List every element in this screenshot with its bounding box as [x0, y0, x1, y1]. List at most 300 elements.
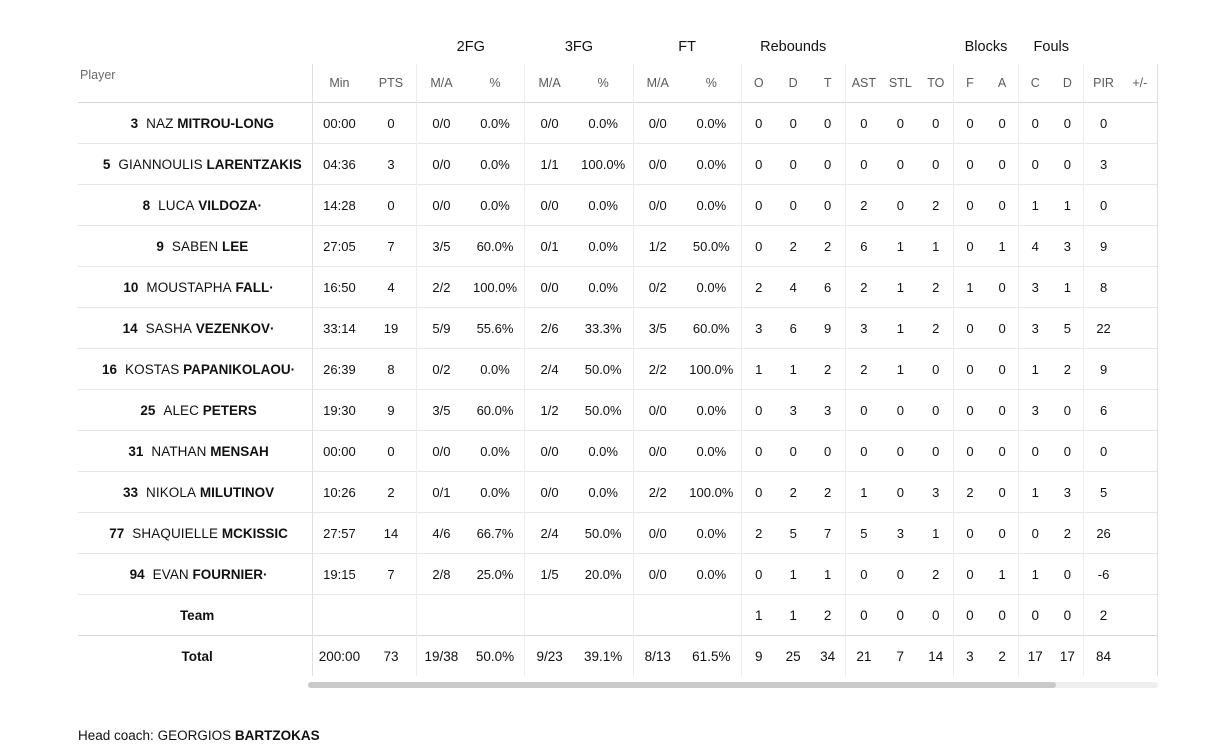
cell-pts: 9 — [366, 390, 417, 431]
cell-3fg-pct: 0.0% — [574, 431, 633, 472]
cell-blk-f: 0 — [953, 349, 986, 390]
player-last-name: PAPANIKOLAOU — [183, 361, 291, 377]
column-header-2fg-pct: % — [489, 76, 501, 90]
table-row[interactable] — [78, 472, 1158, 513]
cell-pts: 7 — [366, 554, 417, 595]
group-header-blank-pts — [366, 30, 417, 64]
cell-blk-a: 0 — [986, 390, 1019, 431]
cell-foul-c: 4 — [1019, 226, 1052, 267]
cell-stl: 1 — [882, 308, 919, 349]
cell-stl: 0 — [882, 431, 919, 472]
player-last-name: VEZENKOV — [195, 320, 270, 336]
cell-2fg-ma: 3/5 — [417, 390, 466, 431]
cell-blk-f: 1 — [953, 267, 986, 308]
cell-foul-c: 17 — [1019, 636, 1052, 677]
head-coach — [78, 728, 1155, 743]
cell-3fg-ma: 1/5 — [525, 554, 574, 595]
cell-ft-pct: 0.0% — [682, 185, 741, 226]
cell-ft-ma: 0/0 — [633, 431, 682, 472]
boxscore-table — [78, 30, 1158, 676]
cell-reb-d: 2 — [776, 226, 811, 267]
player-first-name: GIANNOULIS — [118, 156, 203, 172]
table-row[interactable] — [78, 513, 1158, 554]
cell-blk-f: 0 — [953, 513, 986, 554]
captain-dot: · — [269, 320, 275, 336]
cell-stl: 7 — [882, 636, 919, 677]
cell-to: 1 — [919, 226, 954, 267]
cell-plusminus — [1123, 349, 1158, 390]
cell-2fg-ma: 5/9 — [417, 308, 466, 349]
cell-blk-f: 0 — [953, 144, 986, 185]
cell-2fg-ma: 0/0 — [417, 144, 466, 185]
column-header-stl: STL — [888, 76, 912, 90]
player-cell[interactable] — [78, 554, 313, 595]
column-header-2fg-ma: M/A — [417, 64, 466, 103]
cell-min: 00:00 — [313, 103, 366, 144]
cell-2fg-ma: 2/8 — [417, 554, 466, 595]
cell-foul-d: 0 — [1051, 103, 1084, 144]
cell-stl: 0 — [882, 103, 919, 144]
cell-3fg-ma: 0/0 — [525, 103, 574, 144]
cell-pts: 8 — [366, 349, 417, 390]
cell-reb-t: 2 — [811, 349, 846, 390]
cell-reb-t: 0 — [811, 144, 846, 185]
cell-3fg-pct: 50.0% — [574, 513, 633, 554]
player-cell[interactable] — [78, 472, 313, 513]
jersey-number: 3 — [130, 115, 139, 131]
cell-plusminus — [1123, 554, 1158, 595]
cell-3fg-pct: 39.1% — [574, 636, 633, 677]
cell-to: 0 — [919, 431, 954, 472]
cell-ft-ma: 0/2 — [633, 267, 682, 308]
cell-pir: 0 — [1084, 185, 1123, 226]
player-first-name: NAZ — [146, 115, 174, 131]
cell-ft-ma — [633, 595, 682, 636]
player-cell[interactable] — [78, 103, 313, 144]
cell-pir: -6 — [1084, 554, 1123, 595]
cell-blk-a: 1 — [986, 226, 1019, 267]
cell-ft-pct: 0.0% — [682, 554, 741, 595]
cell-3fg-pct: 0.0% — [574, 103, 633, 144]
cell-plusminus — [1123, 595, 1158, 636]
cell-reb-o: 3 — [741, 308, 776, 349]
jersey-number: 33 — [122, 484, 138, 500]
group-header-blank-pir — [1084, 30, 1158, 64]
cell-2fg-ma: 4/6 — [417, 513, 466, 554]
cell-reb-o: 0 — [741, 185, 776, 226]
cell-reb-o: 0 — [741, 431, 776, 472]
cell-ast: 0 — [845, 595, 882, 636]
column-header-blk-a: A — [997, 76, 1007, 90]
cell-pir: 8 — [1084, 267, 1123, 308]
player-cell[interactable] — [78, 513, 313, 554]
jersey-number: 77 — [109, 525, 125, 541]
group-header-blank — [78, 30, 313, 64]
cell-3fg-ma: 1/2 — [525, 390, 574, 431]
cell-blk-a: 2 — [986, 636, 1019, 677]
cell-to: 1 — [919, 513, 954, 554]
table-head — [78, 30, 1158, 103]
cell-ast: 2 — [845, 349, 882, 390]
cell-plusminus — [1123, 185, 1158, 226]
player-last-name: VILDOZA — [198, 197, 258, 213]
cell-2fg-pct: 0.0% — [466, 103, 525, 144]
cell-min: 26:39 — [313, 349, 366, 390]
cell-3fg-pct: 0.0% — [574, 267, 633, 308]
cell-3fg-ma: 2/4 — [525, 349, 574, 390]
cell-3fg-ma: 0/0 — [525, 267, 574, 308]
head-coach-label: Head coach: — [78, 728, 154, 743]
cell-blk-f: 3 — [953, 636, 986, 677]
cell-2fg-ma: 2/2 — [417, 267, 466, 308]
cell-pir: 22 — [1084, 308, 1123, 349]
cell-foul-d: 0 — [1051, 390, 1084, 431]
group-header-blank-ast — [845, 30, 953, 64]
cell-pts: 19 — [366, 308, 417, 349]
cell-blk-a: 0 — [986, 267, 1019, 308]
table-row[interactable] — [78, 390, 1158, 431]
cell-to: 0 — [919, 349, 954, 390]
cell-3fg-ma — [525, 595, 574, 636]
cell-reb-t: 3 — [811, 390, 846, 431]
cell-ast: 3 — [845, 308, 882, 349]
cell-reb-t: 7 — [811, 513, 846, 554]
cell-reb-t: 0 — [811, 185, 846, 226]
table-row[interactable] — [78, 431, 1158, 472]
cell-to: 0 — [919, 144, 954, 185]
cell-plusminus — [1123, 513, 1158, 554]
cell-3fg-pct: 33.3% — [574, 308, 633, 349]
cell-foul-d: 0 — [1051, 144, 1084, 185]
cell-stl: 0 — [882, 185, 919, 226]
cell-pir: 5 — [1084, 472, 1123, 513]
cell-min: 33:14 — [313, 308, 366, 349]
cell-foul-d: 3 — [1051, 472, 1084, 513]
cell-ft-pct: 0.0% — [682, 103, 741, 144]
column-header-pts: PTS — [378, 76, 404, 90]
cell-blk-a: 0 — [986, 144, 1019, 185]
cell-plusminus — [1123, 472, 1158, 513]
cell-ft-ma: 2/2 — [633, 349, 682, 390]
column-header-foul-c: C — [1019, 64, 1052, 103]
cell-3fg-pct: 0.0% — [574, 185, 633, 226]
cell-2fg-pct: 0.0% — [466, 185, 525, 226]
cell-blk-a: 0 — [986, 472, 1019, 513]
player-first-name: ALEC — [163, 402, 200, 418]
cell-reb-t: 0 — [811, 103, 846, 144]
cell-stl: 0 — [882, 595, 919, 636]
cell-min — [313, 595, 366, 636]
cell-reb-t: 2 — [811, 472, 846, 513]
cell-blk-a: 0 — [986, 349, 1019, 390]
cell-2fg-pct: 66.7% — [466, 513, 525, 554]
cell-reb-d: 1 — [776, 349, 811, 390]
cell-reb-d: 5 — [776, 513, 811, 554]
cell-reb-o: 0 — [741, 472, 776, 513]
cell-reb-d: 4 — [776, 267, 811, 308]
cell-blk-f: 0 — [953, 431, 986, 472]
player-cell[interactable] — [78, 390, 313, 431]
head-coach-first-name: GEORGIOS — [157, 728, 232, 743]
cell-2fg-pct: 0.0% — [466, 349, 525, 390]
cell-blk-f: 0 — [953, 226, 986, 267]
cell-reb-t: 0 — [811, 431, 846, 472]
player-last-name: MILUTINOV — [199, 484, 275, 500]
group-header-3fg: 3FG — [564, 39, 594, 55]
jersey-number: 31 — [128, 443, 144, 459]
cell-blk-f: 0 — [953, 185, 986, 226]
cell-foul-c: 3 — [1019, 267, 1052, 308]
cell-to: 2 — [919, 554, 954, 595]
column-header-ft-pct: % — [705, 76, 717, 90]
jersey-number: 10 — [123, 279, 139, 295]
cell-reb-o: 2 — [741, 513, 776, 554]
team-label: Team — [78, 595, 313, 636]
cell-pir: 2 — [1084, 595, 1123, 636]
captain-dot: · — [263, 566, 268, 582]
cell-stl: 1 — [882, 267, 919, 308]
player-first-name: SASHA — [145, 320, 192, 336]
cell-2fg-pct: 0.0% — [466, 472, 525, 513]
cell-plusminus — [1123, 390, 1158, 431]
cell-reb-d: 6 — [776, 308, 811, 349]
player-cell[interactable] — [78, 226, 313, 267]
cell-2fg-pct: 60.0% — [466, 390, 525, 431]
cell-pir: 26 — [1084, 513, 1123, 554]
cell-ft-ma: 0/0 — [633, 513, 682, 554]
cell-3fg-pct: 50.0% — [574, 349, 633, 390]
cell-pts: 0 — [366, 431, 417, 472]
cell-3fg-pct: 20.0% — [574, 554, 633, 595]
cell-foul-c: 0 — [1019, 103, 1052, 144]
cell-blk-f: 0 — [953, 554, 986, 595]
cell-3fg-pct: 0.0% — [574, 472, 633, 513]
cell-ast: 0 — [845, 554, 882, 595]
cell-to: 3 — [919, 472, 954, 513]
cell-min: 14:28 — [313, 185, 366, 226]
player-last-name: MITROU-LONG — [177, 115, 274, 131]
cell-blk-f: 0 — [953, 103, 986, 144]
cell-to: 0 — [919, 390, 954, 431]
player-last-name: FALL — [235, 279, 270, 295]
cell-reb-o: 2 — [741, 267, 776, 308]
cell-foul-c: 0 — [1019, 513, 1052, 554]
cell-foul-d: 2 — [1051, 513, 1084, 554]
cell-ast: 21 — [845, 636, 882, 677]
cell-pts: 0 — [366, 103, 417, 144]
cell-plusminus — [1123, 636, 1158, 677]
cell-ft-pct: 50.0% — [682, 226, 741, 267]
cell-reb-o: 0 — [741, 390, 776, 431]
column-header-ast: AST — [845, 64, 882, 103]
group-header-2fg: 2FG — [456, 39, 485, 55]
player-first-name: SABEN — [171, 238, 219, 254]
cell-2fg-ma: 3/5 — [417, 226, 466, 267]
cell-foul-d: 2 — [1051, 349, 1084, 390]
cell-3fg-pct: 100.0% — [574, 144, 633, 185]
cell-pir: 0 — [1084, 431, 1123, 472]
column-header-plusminus: +/- — [1123, 64, 1158, 103]
cell-foul-d: 1 — [1051, 267, 1084, 308]
scrollbar-track[interactable] — [308, 682, 1158, 688]
cell-blk-a: 0 — [986, 308, 1019, 349]
player-first-name: MOUSTAPHA — [146, 279, 232, 295]
group-header-fouls: Fouls — [1033, 39, 1070, 55]
cell-reb-o: 0 — [741, 226, 776, 267]
cell-ft-ma: 0/0 — [633, 144, 682, 185]
cell-reb-o: 0 — [741, 144, 776, 185]
cell-3fg-ma: 0/0 — [525, 431, 574, 472]
player-first-name: SHAQUIELLE — [132, 525, 219, 541]
column-header-foul-d: D — [1062, 76, 1072, 90]
cell-min: 16:50 — [313, 267, 366, 308]
cell-ft-pct: 100.0% — [682, 349, 741, 390]
cell-stl: 0 — [882, 472, 919, 513]
cell-ast: 0 — [845, 390, 882, 431]
player-cell[interactable] — [78, 431, 313, 472]
cell-plusminus — [1123, 308, 1158, 349]
cell-plusminus — [1123, 267, 1158, 308]
cell-foul-d: 0 — [1051, 595, 1084, 636]
cell-reb-o: 9 — [741, 636, 776, 677]
table-row[interactable] — [78, 185, 1158, 226]
cell-3fg-pct — [574, 595, 633, 636]
cell-pts: 4 — [366, 267, 417, 308]
cell-reb-d: 3 — [776, 390, 811, 431]
cell-ast: 0 — [845, 144, 882, 185]
cell-to: 0 — [919, 595, 954, 636]
cell-pts: 2 — [366, 472, 417, 513]
scrollbar-thumb[interactable] — [308, 682, 1056, 688]
cell-2fg-ma — [417, 595, 466, 636]
cell-2fg-pct: 25.0% — [466, 554, 525, 595]
cell-reb-d: 1 — [776, 554, 811, 595]
player-first-name: KOSTAS — [125, 361, 180, 377]
cell-pts: 73 — [366, 636, 417, 677]
cell-stl: 1 — [882, 349, 919, 390]
cell-2fg-ma: 0/1 — [417, 472, 466, 513]
cell-plusminus — [1123, 431, 1158, 472]
cell-3fg-pct: 0.0% — [574, 226, 633, 267]
cell-stl: 3 — [882, 513, 919, 554]
player-cell[interactable] — [78, 144, 313, 185]
cell-reb-t: 2 — [811, 595, 846, 636]
jersey-number: 5 — [102, 156, 111, 172]
cell-reb-d: 0 — [776, 144, 811, 185]
cell-pir: 9 — [1084, 226, 1123, 267]
column-header-pir: PIR — [1084, 64, 1123, 103]
cell-pts: 14 — [366, 513, 417, 554]
cell-blk-f: 0 — [953, 595, 986, 636]
player-last-name: LARENTZAKIS — [206, 156, 302, 172]
column-header-min: Min — [313, 64, 366, 103]
jersey-number: 8 — [142, 197, 151, 213]
cell-2fg-pct: 60.0% — [466, 226, 525, 267]
cell-plusminus — [1123, 144, 1158, 185]
cell-blk-a: 0 — [986, 103, 1019, 144]
table-row[interactable] — [78, 554, 1158, 595]
cell-ft-ma: 0/0 — [633, 103, 682, 144]
player-last-name: PETERS — [202, 402, 257, 418]
cell-3fg-ma: 9/23 — [525, 636, 574, 677]
cell-ast: 0 — [845, 103, 882, 144]
cell-ft-ma: 2/2 — [633, 472, 682, 513]
cell-2fg-pct: 0.0% — [466, 144, 525, 185]
head-coach-last-name: BARTZOKAS — [234, 728, 320, 743]
cell-blk-a: 0 — [986, 513, 1019, 554]
cell-blk-a: 1 — [986, 554, 1019, 595]
cell-reb-t: 34 — [811, 636, 846, 677]
cell-foul-c: 0 — [1019, 144, 1052, 185]
cell-reb-t: 6 — [811, 267, 846, 308]
cell-foul-c: 1 — [1019, 554, 1052, 595]
table-row[interactable] — [78, 144, 1158, 185]
cell-ft-pct: 0.0% — [682, 513, 741, 554]
cell-blk-a: 0 — [986, 431, 1019, 472]
cell-2fg-pct — [466, 595, 525, 636]
cell-ft-ma: 0/0 — [633, 554, 682, 595]
player-cell[interactable] — [78, 349, 313, 390]
player-last-name: FOURNIER — [192, 566, 264, 582]
player-cell[interactable] — [78, 308, 313, 349]
total-row — [78, 636, 1158, 677]
cell-ft-ma: 0/0 — [633, 185, 682, 226]
group-header-rebounds: Rebounds — [760, 39, 827, 55]
column-header-reb-t: T — [823, 76, 832, 90]
player-last-name: LEE — [221, 238, 249, 254]
player-cell[interactable] — [78, 267, 313, 308]
cell-min: 04:36 — [313, 144, 366, 185]
jersey-number: 16 — [101, 361, 117, 377]
cell-ast: 5 — [845, 513, 882, 554]
cell-pir: 3 — [1084, 144, 1123, 185]
cell-min: 27:57 — [313, 513, 366, 554]
cell-reb-d: 0 — [776, 185, 811, 226]
cell-2fg-ma: 0/0 — [417, 103, 466, 144]
horizontal-scrollbar[interactable] — [78, 682, 1158, 688]
column-header-3fg-pct: % — [597, 76, 609, 90]
player-first-name: EVAN — [152, 566, 189, 582]
cell-foul-d: 17 — [1051, 636, 1084, 677]
cell-pir: 6 — [1084, 390, 1123, 431]
table-row[interactable] — [78, 349, 1158, 390]
cell-pts: 3 — [366, 144, 417, 185]
captain-dot: · — [257, 197, 263, 213]
cell-min: 10:26 — [313, 472, 366, 513]
column-header-reb-d: D — [788, 76, 798, 90]
cell-stl: 0 — [882, 390, 919, 431]
table-row[interactable] — [78, 103, 1158, 144]
cell-min: 19:15 — [313, 554, 366, 595]
table-row[interactable] — [78, 267, 1158, 308]
cell-stl: 1 — [882, 226, 919, 267]
cell-blk-a: 0 — [986, 595, 1019, 636]
cell-ast: 1 — [845, 472, 882, 513]
group-header-blocks: Blocks — [964, 39, 1008, 55]
player-first-name: NATHAN — [151, 443, 207, 459]
cell-pir: 0 — [1084, 103, 1123, 144]
cell-pts: 0 — [366, 185, 417, 226]
cell-min: 19:30 — [313, 390, 366, 431]
column-header-player: Player — [80, 68, 116, 82]
table-row[interactable] — [78, 308, 1158, 349]
cell-to: 2 — [919, 185, 954, 226]
table-row[interactable] — [78, 226, 1158, 267]
cell-3fg-pct: 50.0% — [574, 390, 633, 431]
column-header-3fg-ma: M/A — [525, 64, 574, 103]
group-header-ft: FT — [678, 39, 696, 55]
player-cell[interactable] — [78, 185, 313, 226]
